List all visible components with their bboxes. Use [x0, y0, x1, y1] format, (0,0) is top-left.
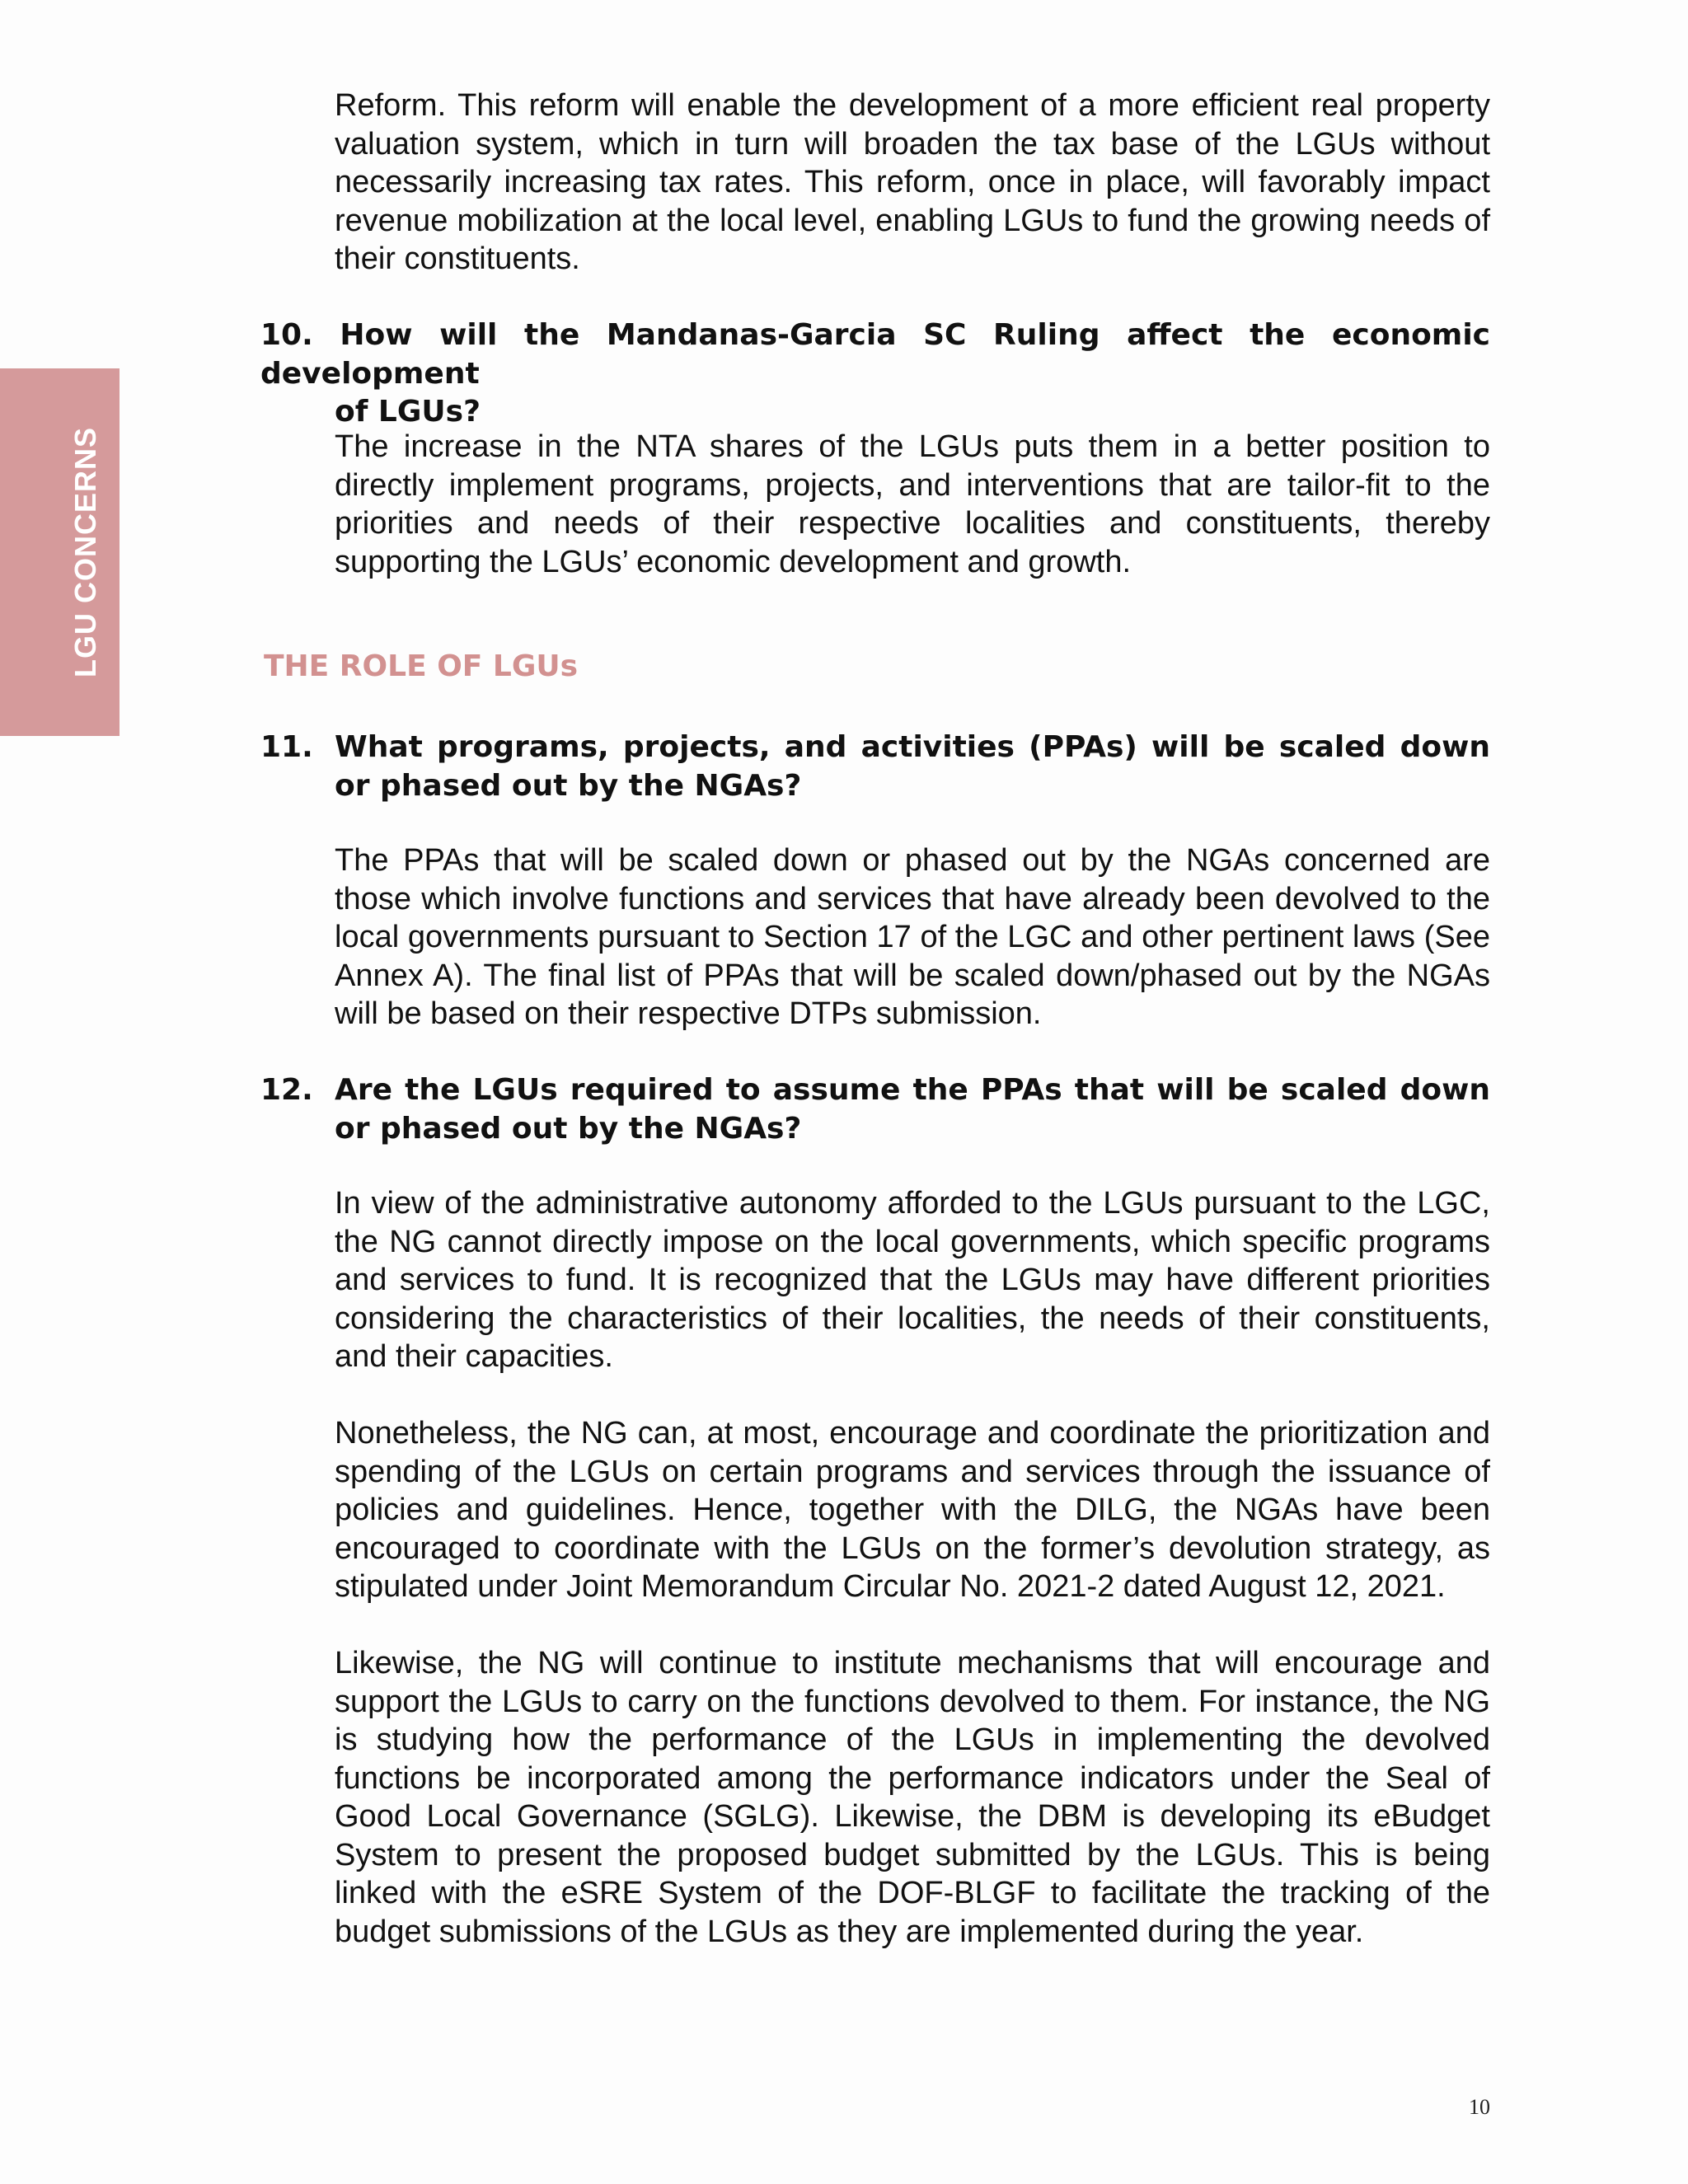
question-10-text-line2: of LGUs?: [335, 395, 481, 429]
answer-12-paragraph-3: Likewise, the NG will continue to institute mechanisms that will encourage and support the LGUs to carry on the functions devolved to them. For instance, the NG is studying how the performance of the LGUs in implementing the devolved functions be incorporated among the performance indicators under the Seal of Good Local Governance (SGLG). Likewise, the DBM is developing its eBudget System to present the proposed budget submitted by the LGUs. This is being linked with the eSRE System of the DOF-BLGF to facilitate the tracking of the budget submissions of the LGUs as they are implemented during the year.: [335, 1646, 1490, 1949]
answer-11: The PPAs that will be scaled down or phased out by the NGAs concerned are those which involve functions and services that have already been devolved to the local governments pursuant to Section 17 of the LGC and other pertinent laws (See Annex A). The final list of PPAs that will be scaled down/phased out by the NGAs will be based on their respective DTPs submission.: [335, 843, 1490, 1031]
answer-12-paragraph-2: Nonetheless, the NG can, at most, encourage and coordinate the prioritization and spending of the LGUs on certain programs and services through the issuance of policies and guidelines. Hence, together with the DILG, the NGAs have been encouraged to coordinate with the LGUs on the former’s devolution strategy, as stipulated under Joint Memorandum Circular No. 2021-2 dated August 12, 2021.: [335, 1416, 1490, 1604]
question-11-text: What programs, projects, and activities (PPAs) will be scaled down or phased out by the NGAs?: [335, 730, 1490, 803]
intro-paragraph: Reform. This reform will enable the development of a more efficient real property valuation system, which in turn will broaden the tax base of the LGUs without necessarily increasing tax rates. This reform, once in place, will favorably impact revenue mobilization at the local level, enabling LGUs to fund the growing needs of their constituents.: [335, 88, 1490, 276]
answer-12-paragraph-1: In view of the administrative autonomy afforded to the LGUs pursuant to the LGC, the NG cannot directly impose on the local governments, which specific programs and services to fund. It is recognized that the LGUs may have different priorities considering the characteristics of their localities, the needs of their constituents, and their capacities.: [335, 1186, 1490, 1374]
question-11-number: 11.: [260, 730, 313, 764]
question-12-number: 12.: [260, 1073, 313, 1107]
page-number: 10: [1469, 2095, 1490, 2119]
question-10-number: 10.: [260, 318, 313, 352]
question-10-text-line1: How will the Mandanas-Garcia SC Ruling affect the economic development: [260, 318, 1490, 391]
answer-10: The increase in the NTA shares of the LGUs puts them in a better position to directly implement programs, projects, and interventions that are tailor-fit to the priorities and needs of their respective localities and constituents, thereby supporting the LGUs’ economic development and growth.: [335, 429, 1490, 579]
side-tab-label: LGU CONCERNS: [68, 426, 102, 678]
section-heading: THE ROLE OF LGUs: [264, 649, 579, 683]
question-12-text: Are the LGUs required to assume the PPAs that will be scaled down or phased out by the NGAs?: [335, 1073, 1490, 1146]
question-10: [260, 316, 1490, 432]
